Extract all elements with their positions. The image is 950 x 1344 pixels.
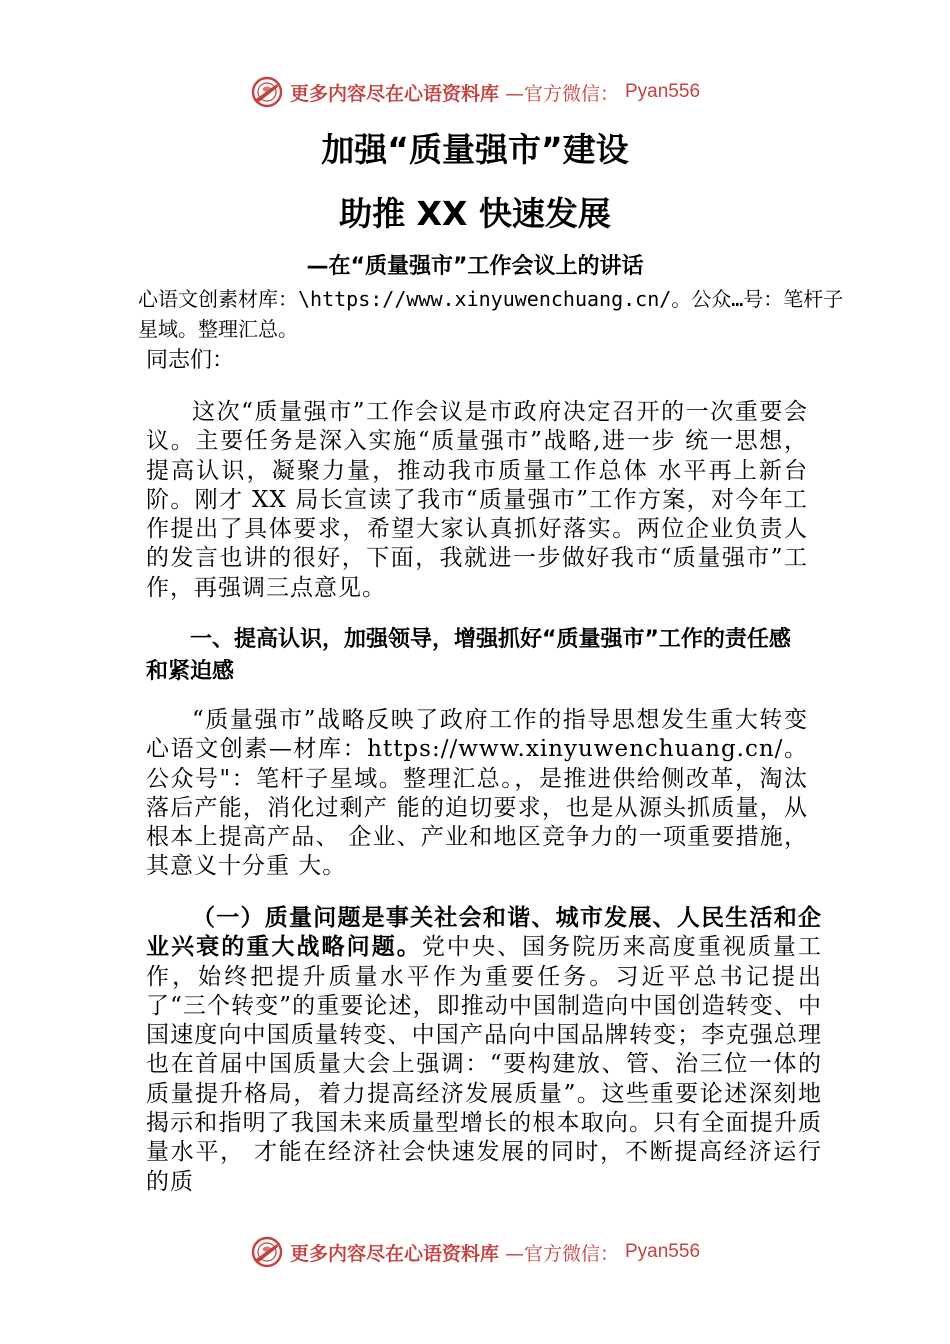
header-watermark bbox=[0, 72, 950, 112]
paragraph-strategy: “质量强市”战略反映了政府工作的指导思想发生重大转变心语文创素—材库：https://www.xinyuwenchuang.cn/。公众号"：笔杆子星域。整理汇总。，是推进供给侧改革，淘汰落后产能，消化过剩产 能的迫切要求，也是从源头抓质量，从根本上提高产品、 企业、产业和地区竞争力的一项重要措施，其意义十分重 大。 bbox=[146, 707, 808, 880]
document-subtitle: —在“质量强市”工作会议上的讲话 bbox=[306, 254, 644, 279]
subheading-1: （一）质量问题是事关社会和谐、城市发展、人民生活和企业兴衰的重大战略问题。 bbox=[146, 905, 822, 961]
watermark-wechat-id: Pyan556 bbox=[625, 1241, 701, 1262]
watermark-text: 更多内容尽在心语资料库 bbox=[289, 82, 499, 105]
document-title-line2: 助推 XX 快速发展 bbox=[339, 194, 611, 233]
watermark-text: 更多内容尽在心语资料库 bbox=[289, 1242, 499, 1265]
brand-logo-icon bbox=[250, 75, 284, 109]
greeting: 同志们： bbox=[146, 348, 235, 373]
paragraph-quality-body: 党中央、国务院历来高度重视质量工作，始终把提升质量水平作为重要任务。习近平总书记提出了“三个转变”的重要论述，即推动中国制造向中国创造转变、中国速度向中国质量转变、中国产品向中国品牌转变；李克强总理也在首届中国质量大会上强调：“要构建放、管、治三位一体的质量提升格局，着力提高经济发展质量”。这些重要论述深刻地揭示和指明了我国未来质量型增长的根本取向。只有全面提升质量水平， 才能在经济社会快速发展的同时，不断提高经济运行的质 bbox=[146, 934, 823, 1195]
paragraph-intro: 这次“质量强市”工作会议是市政府决定召开的一次重要会议。主要任务是深入实施“质量强市”战略,进一步 统一思想，提高认识，凝聚力量，推动我市质量工作总体 水平再上新台阶。刚才 XX 局长宣读了我市“质量强市”工作方案，对今年工作提出了具体要求，希望大家认真抓好落实。两位企业负责人的发言也讲的很好，下面，我就进一步做好我市“质量强市”工作，再强调三点意见。 bbox=[146, 399, 808, 601]
paragraph-quality-issue bbox=[146, 904, 822, 1197]
watermark-wechat-id: Pyan556 bbox=[625, 81, 701, 102]
section-heading-1: 一、提高认识，加强领导，增强抓好“质量强市”工作的责任感和紧迫感 bbox=[146, 627, 791, 684]
brand-logo-icon bbox=[250, 1235, 284, 1269]
footer-watermark bbox=[0, 1232, 950, 1272]
watermark-wechat-label: —官方微信： bbox=[504, 1242, 619, 1265]
watermark-wechat-label: —官方微信： bbox=[504, 82, 619, 105]
document-title-line1: 加强“质量强市”建设 bbox=[321, 130, 629, 169]
source-note: 心语文创素材库：\https://www.xinyuwenchuang.cn/。公众…号：笔杆子星域。整理汇总。 bbox=[138, 287, 844, 341]
